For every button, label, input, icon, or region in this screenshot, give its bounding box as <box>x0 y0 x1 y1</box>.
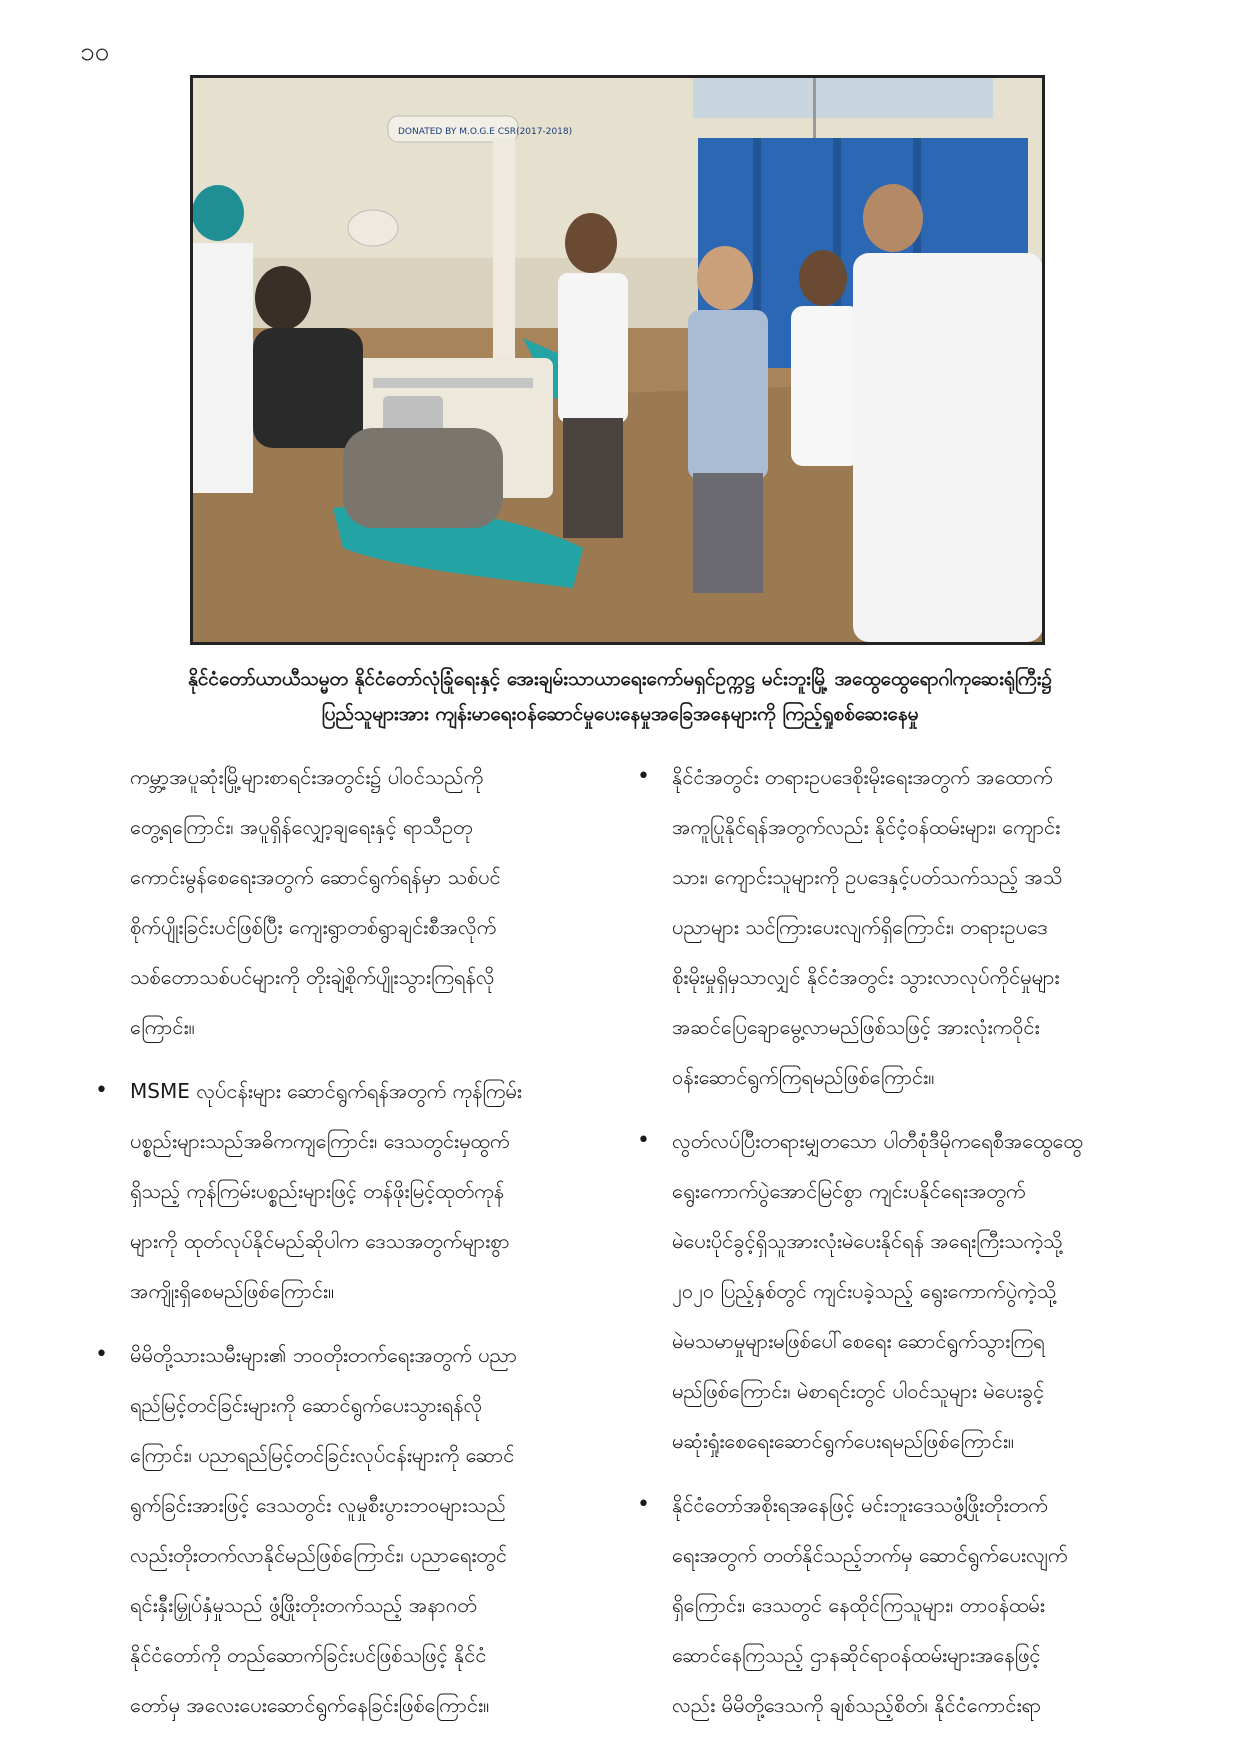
text-line: ကောင်းမွန်စေရေးအတွက် ဆောင်ရွက်ရန်မှာ သစ်ပင် <box>130 865 501 889</box>
text-line: နိုင်ငံတော်ကို တည်ဆောက်ခြင်းပင်ဖြစ်သဖြင့် နိုင်ငံ <box>130 1643 487 1667</box>
text-line: ကြောင်း၊ ပညာရည်မြင့်တင်ခြင်းလုပ်ငန်းများကို ဆောင် <box>130 1443 515 1467</box>
banner-text: DONATED BY M.O.G.E CSR(2017-2018) <box>398 127 573 137</box>
caption-line: နိုင်ငံတော်ယာယီသမ္မတ နိုင်ငံတော်လုံခြုံရေးနှင့် အေးချမ်းသာယာရေးကော်မရှင်ဥက္ကဋ္ဌ မင်းဘူးမြို့ အထွေထွေရောဂါကုဆေးရုံကြီး၌ <box>188 668 1052 690</box>
text-line: များကို ထုတ်လုပ်နိုင်မည်ဆိုပါက ဒေသအတွက်များစွာ <box>130 1229 510 1253</box>
bullet-paragraph <box>90 1066 610 1316</box>
text-line: ပစ္စည်းများသည်အဓိကကျကြောင်း၊ ဒေသတွင်းမှထွက် <box>130 1129 510 1153</box>
text-line: ရွေးကောက်ပွဲအောင်မြင်စွာ ကျင်းပနိုင်ရေးအတွက် <box>672 1179 1026 1203</box>
text-line: ကြောင်း။ <box>130 1015 195 1039</box>
bullet-icon: • <box>95 1078 108 1103</box>
bullet-paragraph <box>632 1480 1152 1730</box>
bullet-paragraph <box>90 1330 610 1730</box>
left-column <box>90 752 610 1744</box>
text-line: ရေးအတွက် တတ်နိုင်သည့်ဘက်မှ ဆောင်ရွက်ပေးလျက် <box>672 1543 1068 1567</box>
text-line: ရင်းနှီးမြှုပ်နှံမှုသည် ဖွံ့ဖြိုးတိုးတက်သည့် အနာဂတ် <box>130 1593 477 1617</box>
text-line: နိုင်ငံအတွင်း တရားဥပဒေစိုးမိုးရေးအတွက် အထောက် <box>672 765 1053 789</box>
bullet-icon: • <box>637 1492 650 1517</box>
bullet-paragraph <box>632 1116 1152 1466</box>
bullet-paragraph <box>632 752 1152 1102</box>
text-line: အဆင်ပြေချောမွေ့လာမည်ဖြစ်သဖြင့် အားလုံးကဝိုင်း <box>672 1015 1040 1039</box>
text-line: ဆောင်နေကြသည့် ဌာနဆိုင်ရာဝန်ထမ်းများအနေဖြင့် <box>672 1643 1041 1667</box>
text-line: လည်းတိုးတက်လာနိုင်မည်ဖြစ်ကြောင်း၊ ပညာရေးတွင် <box>130 1543 508 1567</box>
text-line: ရွက်ခြင်းအားဖြင့် ဒေသတွင်း လူမှုစီးပွားဘဝများသည် <box>130 1493 506 1517</box>
text-line: လွတ်လပ်ပြီးတရားမျှတသော ပါတီစုံဒီမိုကရေစီအထွေထွေ <box>672 1129 1083 1153</box>
text-line: မည်ဖြစ်ကြောင်း၊ မဲစာရင်းတွင် ပါဝင်သူများ မဲပေးခွင့် <box>672 1379 1045 1403</box>
paragraph <box>90 752 610 1052</box>
text-line: ဝန်းဆောင်ရွက်ကြရမည်ဖြစ်ကြောင်း။ <box>672 1065 935 1089</box>
text-line: ရှိကြောင်း၊ ဒေသတွင် နေထိုင်ကြသူများ၊ တာဝန်ထမ်း <box>672 1593 1045 1617</box>
text-line: ရည်မြင့်တင်ခြင်းများကို ဆောင်ရွက်ပေးသွားရန်လို <box>130 1393 483 1417</box>
bullet-icon: • <box>95 1342 108 1367</box>
text-line: ပညာများ သင်ကြားပေးလျက်ရှိကြောင်း၊ တရားဥပဒေ <box>672 915 1048 939</box>
text-line: အကျိုးရှိစေမည်ဖြစ်ကြောင်း။ <box>130 1279 335 1303</box>
text-line: အကူပြုနိုင်ရန်အတွက်လည်း နိုင်ငံ့ဝန်ထမ်းများ၊ ကျောင်း <box>672 815 1061 839</box>
text-line: သစ်တောသစ်ပင်များကို တိုးချဲ့စိုက်ပျိုးသွားကြရန်လို <box>130 965 495 989</box>
text-line: ကမ္ဘာ့အပူဆုံးမြို့များစာရင်းအတွင်း၌ ပါဝင်သည်ကို <box>130 765 484 789</box>
text-line: ရှိသည့် ကုန်ကြမ်းပစ္စည်းများဖြင့် တန်ဖိုးမြင့်ထုတ်ကုန် <box>130 1179 505 1203</box>
news-photo <box>190 75 1045 645</box>
right-column <box>632 752 1152 1744</box>
text-line: ၂၀၂၀ ပြည့်နှစ်တွင် ကျင်းပခဲ့သည့် ရွေးကောက်ပွဲကဲ့သို့ <box>672 1279 1057 1303</box>
text-line: နိုင်ငံတော်အစိုးရအနေဖြင့် မင်းဘူးဒေသဖွံ့ဖြိုးတိုးတက် <box>672 1493 1048 1517</box>
text-line: မဲပေးပိုင်ခွင့်ရှိသူအားလုံးမဲပေးနိုင်ရန် အရေးကြီးသကဲ့သို့ <box>672 1229 1063 1253</box>
text-line: စိုးမိုးမှုရှိမှသာလျှင် နိုင်ငံအတွင်း သွားလာလုပ်ကိုင်မှုများ <box>672 965 1060 989</box>
bullet-icon: • <box>637 764 650 789</box>
text-line: မိမိတို့သားသမီးများ၏ ဘဝတိုးတက်ရေးအတွက် ပညာ <box>130 1343 518 1367</box>
text-line: သား၊ ကျောင်းသူများကို ဥပဒေနှင့်ပတ်သက်သည့် အသိ <box>672 865 1063 889</box>
page-number: ၁၀ <box>80 37 110 67</box>
text-line: တွေ့ရကြောင်း၊ အပူရှိန်လျှော့ချရေးနှင့် ရာသီဥတု <box>130 815 473 839</box>
photo-caption <box>70 662 1170 732</box>
caption-line: ပြည်သူများအား ကျန်းမာရေးဝန်ဆောင်မှုပေးနေမှုအခြေအနေများကို ကြည့်ရှုစစ်ဆေးနေမှု <box>321 703 919 725</box>
text-line: မဆုံးရှုံးစေရေးဆောင်ရွက်ပေးရမည်ဖြစ်ကြောင်း။ <box>672 1429 1014 1453</box>
text-line: တော်မှ အလေးပေးဆောင်ရွက်နေခြင်းဖြစ်ကြောင်း။ <box>130 1693 490 1717</box>
text-line: မဲမသမာမှုများမဖြစ်ပေါ်စေရေး ဆောင်ရွက်သွားကြရ <box>672 1329 1045 1353</box>
text-line: MSME လုပ်ငန်းများ ဆောင်ရွက်ရန်အတွက် ကုန်ကြမ်း <box>130 1079 522 1103</box>
text-line: လည်း မိမိတို့ဒေသကို ချစ်သည့်စိတ်၊ နိုင်ငံကောင်းရာ <box>672 1693 1042 1717</box>
bullet-icon: • <box>637 1128 650 1153</box>
text-line: စိုက်ပျိုးခြင်းပင်ဖြစ်ပြီး ကျေးရွာတစ်ရွာချင်းစီအလိုက် <box>130 915 497 939</box>
